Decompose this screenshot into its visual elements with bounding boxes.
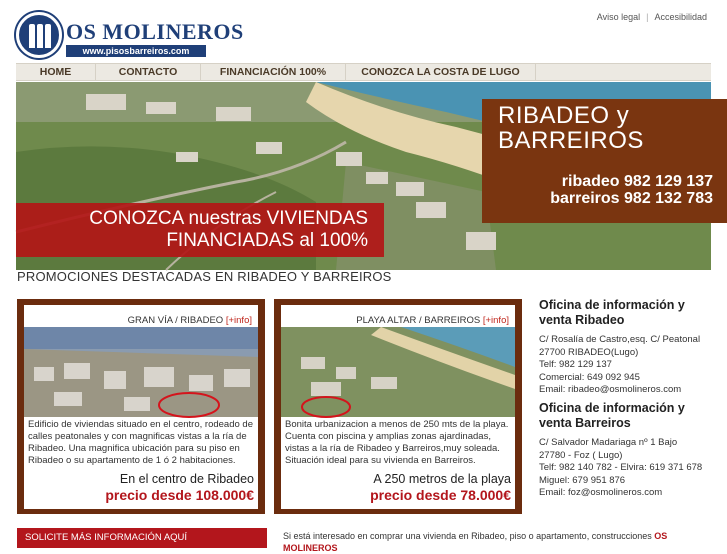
top-links (597, 12, 707, 22)
office-ribadeo (539, 298, 719, 397)
logo[interactable] (16, 12, 244, 58)
promo-location: A 250 metros de la playa (373, 472, 511, 486)
logo-emblem-icon (16, 12, 62, 58)
nav-item-financiacion[interactable]: FINANCIACIÓN 100% (201, 64, 346, 80)
office-details: C/ Salvador Madariaga nº 1 Bajo 27780 - Foz ( Lugo) Telf: 982 140 782 - Elvira: 619 371 678 Miguel: 679 951 876 Email: foz@osmolineros.com (539, 437, 703, 498)
hero-contact-box (482, 99, 727, 223)
office-barreiros (539, 401, 719, 500)
office-title: Oficina de información y venta Barreiros (539, 401, 685, 430)
accesibilidad-link[interactable]: Accesibilidad (654, 12, 707, 22)
promo-photo (281, 327, 515, 417)
promo-heading: PLAYA ALTAR / BARREIROS [+info] (281, 305, 515, 327)
hero-phones (550, 173, 713, 207)
nav-item-costa-lugo[interactable]: CONOZCA LA COSTA DE LUGO (346, 64, 536, 80)
email-link[interactable]: Email: foz@osmolineros.com (539, 487, 663, 498)
nav-item-home[interactable]: HOME (16, 64, 96, 80)
promo-photo (24, 327, 258, 417)
office-title: Oficina de información y venta Ribadeo (539, 298, 685, 327)
more-info-link[interactable]: [+info] (482, 315, 509, 326)
nav-item-contacto[interactable]: CONTACTO (96, 64, 201, 80)
promo-location: En el centro de Ribadeo (119, 472, 254, 486)
hero-title: RIBADEO y BARREIROS (498, 102, 644, 154)
email-link[interactable]: Email: ribadeo@osmolineros.com (539, 384, 682, 395)
promo-card-playa-altar[interactable] (274, 299, 522, 514)
phone-barreiros: barreiros 982 132 783 (550, 190, 713, 207)
section-title: PROMOCIONES DESTACADAS EN RIBADEO Y BARREIROS (17, 269, 392, 284)
promo-card-gran-via[interactable] (17, 299, 265, 514)
more-info-link[interactable]: [+info] (225, 315, 252, 326)
promo-price: precio desde 108.000€ (105, 487, 254, 503)
promo-price: precio desde 78.000€ (370, 487, 511, 503)
promo-description: Bonita urbanizacion a menos de 250 mts de la playa. Cuenta con piscina y amplias zonas ajardinadas, vistas a la ría de Ribadeo y Barreiros,muy soleada. Situación ideal para su vivienda en Barreiros. (285, 419, 509, 466)
aviso-legal-link[interactable]: Aviso legal (596, 12, 641, 22)
promo-description: Edificio de viviendas situado en el centro, rodeado de calles peatonales y con magnificas vistas a la ría de Ribadeo. Una magnifica ubicación para su piso en Ribadeo o su apartamento de 1 ó 2 habitaciones. (28, 419, 253, 466)
financing-promo-banner[interactable]: CONOZCA nuestras VIVIENDAS FINANCIADAS al 100% (16, 203, 384, 257)
logo-url: www.pisosbarreiros.com (66, 45, 206, 57)
link-divider: | (646, 12, 649, 22)
request-info-button[interactable]: SOLICITE MÁS INFORMACIÓN AQUÍ (17, 528, 267, 548)
main-nav (16, 63, 711, 81)
logo-name: OS MOLINEROS (66, 19, 244, 44)
intro-text: Si está interesado en comprar una vivienda en Ribadeo, piso o apartamento, construcciones OS MOLINEROS (283, 531, 668, 553)
hero-banner (16, 82, 711, 270)
promo-heading: GRAN VÍA / RIBADEO [+info] (24, 305, 258, 327)
office-details: C/ Rosalía de Castro,esq. C/ Peatonal 27700 RIBADEO(Lugo) Telf: 982 129 137 Comercial: 649 092 945 Email: ribadeo@osmolineros.com (539, 334, 701, 395)
phone-ribadeo: ribadeo 982 129 137 (561, 173, 713, 190)
